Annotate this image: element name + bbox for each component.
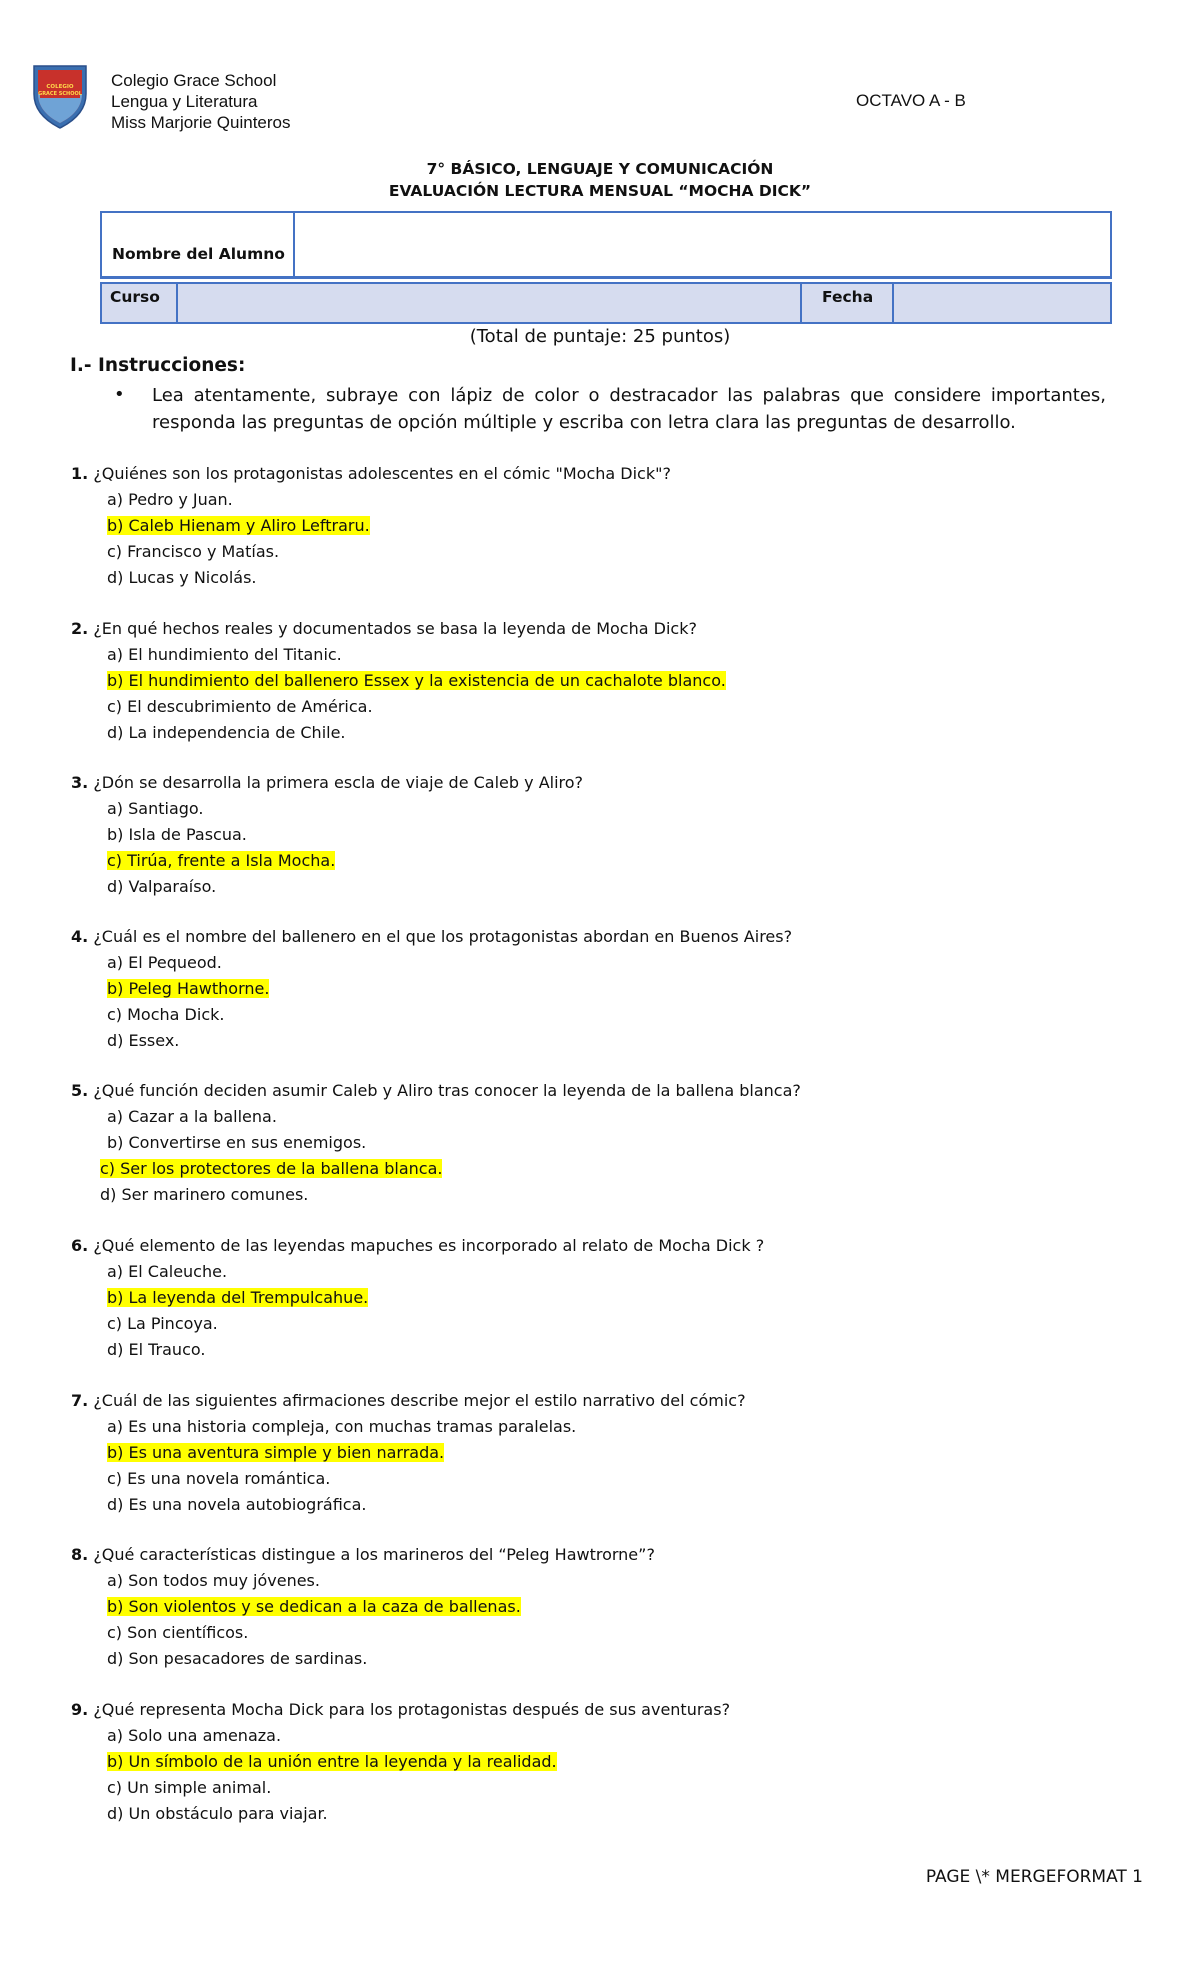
- question-block: [71, 770, 583, 900]
- title-line-1: 7° BÁSICO, LENGUAJE Y COMUNICACIÓN: [426, 160, 774, 178]
- answer-text: b) Convertirse en sus enemigos.: [107, 1133, 367, 1152]
- question-block: [71, 461, 671, 591]
- question-number: 6.: [71, 1236, 89, 1255]
- answer-text: d) Es una novela autobiográfica.: [107, 1495, 367, 1514]
- course-label: Curso: [102, 284, 178, 322]
- answer-option: [107, 950, 792, 976]
- total-score: (Total de puntaje: 25 puntos): [469, 326, 731, 347]
- answer-text: a) Cazar a la ballena.: [107, 1107, 277, 1126]
- answer-option: [107, 513, 671, 539]
- answer-option: [107, 1466, 746, 1492]
- highlighted-answer: b) Es una aventura simple y bien narrada.: [107, 1443, 445, 1462]
- answer-text: c) La Pincoya.: [107, 1314, 218, 1333]
- teacher-name: Miss Marjorie Quinteros: [111, 113, 291, 132]
- question-block: [71, 1697, 730, 1827]
- highlighted-answer: b) Un símbolo de la unión entre la leyenda y la realidad.: [107, 1752, 557, 1771]
- highlighted-answer: b) Peleg Hawthorne.: [107, 979, 270, 998]
- answer-text: a) El Caleuche.: [107, 1262, 228, 1281]
- answer-option: [107, 1285, 764, 1311]
- answer-option: [107, 1414, 746, 1440]
- answer-text: c) Mocha Dick.: [107, 1005, 225, 1024]
- answer-option: [107, 1028, 792, 1054]
- logo-text-2: GRACE SCHOOL: [38, 91, 82, 97]
- course-date-row: [100, 282, 1112, 324]
- answer-option: [107, 1492, 746, 1518]
- question-number: 2.: [71, 619, 89, 638]
- answer-option: [107, 1646, 655, 1672]
- answer-text: c) Un simple animal.: [107, 1778, 272, 1797]
- answer-option: [100, 1182, 801, 1208]
- answer-text: a) Santiago.: [107, 799, 204, 818]
- answer-option: [107, 668, 726, 694]
- question-prompt: ¿Cuál es el nombre del ballenero en el que los protagonistas abordan en Buenos Aires?: [93, 927, 793, 946]
- subject-name: Lengua y Literatura: [111, 92, 258, 111]
- date-label: Fecha: [802, 284, 894, 322]
- answer-option: [107, 1594, 655, 1620]
- bullet-icon: •: [114, 384, 125, 405]
- question-text: [71, 924, 792, 950]
- answer-option: [107, 642, 726, 668]
- question-block: [71, 1078, 801, 1208]
- answer-option: [107, 976, 792, 1002]
- answer-text: d) Ser marinero comunes.: [100, 1185, 309, 1204]
- answer-text: a) Pedro y Juan.: [107, 490, 233, 509]
- question-prompt: ¿Cuál de las siguientes afirmaciones describe mejor el estilo narrativo del cómic?: [93, 1391, 746, 1410]
- question-text: [71, 461, 671, 487]
- question-block: [71, 1233, 764, 1363]
- answer-text: d) Essex.: [107, 1031, 180, 1050]
- document-titles: [0, 158, 1200, 202]
- question-number: 8.: [71, 1545, 89, 1564]
- question-number: 1.: [71, 464, 89, 483]
- question-block: [71, 924, 792, 1054]
- highlighted-answer: b) El hundimiento del ballenero Essex y la existencia de un cachalote blanco.: [107, 671, 726, 690]
- highlighted-answer: b) Son violentos y se dedican a la caza de ballenas.: [107, 1597, 521, 1616]
- answer-option: [107, 1775, 730, 1801]
- course-field[interactable]: [178, 284, 802, 322]
- page-footer: PAGE \* MERGEFORMAT 1: [925, 1867, 1143, 1887]
- answer-option: [107, 487, 671, 513]
- answer-option: [107, 1801, 730, 1827]
- question-block: [71, 616, 726, 746]
- answer-text: b) Isla de Pascua.: [107, 825, 247, 844]
- answer-option: [107, 1749, 730, 1775]
- answer-text: c) El descubrimiento de América.: [107, 697, 373, 716]
- question-number: 3.: [71, 773, 89, 792]
- logo-text-1: COLEGIO: [46, 84, 74, 90]
- answer-option: [107, 822, 583, 848]
- answer-text: c) Son científicos.: [107, 1623, 249, 1642]
- highlighted-answer: c) Ser los protectores de la ballena blanca.: [100, 1159, 443, 1178]
- student-name-field[interactable]: [295, 213, 1110, 276]
- answer-text: d) La independencia de Chile.: [107, 723, 346, 742]
- question-prompt: ¿Dón se desarrolla la primera escla de viaje de Caleb y Aliro?: [93, 773, 584, 792]
- answer-option: [107, 1337, 764, 1363]
- answer-text: d) Valparaíso.: [107, 877, 217, 896]
- question-text: [71, 1078, 801, 1104]
- answer-text: d) El Trauco.: [107, 1340, 206, 1359]
- question-prompt: ¿Quiénes son los protagonistas adolescentes en el cómic "Mocha Dick"?: [93, 464, 671, 483]
- answer-option: [100, 1156, 801, 1182]
- question-block: [71, 1388, 746, 1518]
- question-number: 9.: [71, 1700, 89, 1719]
- highlighted-answer: c) Tirúa, frente a Isla Mocha.: [107, 851, 336, 870]
- answer-option: [107, 1259, 764, 1285]
- question-prompt: ¿Qué función deciden asumir Caleb y Aliro tras conocer la leyenda de la ballena blanca?: [93, 1081, 801, 1100]
- highlighted-answer: b) Caleb Hienam y Aliro Leftraru.: [107, 516, 370, 535]
- answer-text: c) Francisco y Matías.: [107, 542, 280, 561]
- answer-option: [107, 720, 726, 746]
- question-text: [71, 1388, 746, 1414]
- answer-option: [107, 565, 671, 591]
- answer-text: a) El Pequeod.: [107, 953, 222, 972]
- grade-label: OCTAVO A - B: [856, 91, 966, 110]
- answer-text: a) Es una historia compleja, con muchas tramas paralelas.: [107, 1417, 577, 1436]
- answer-option: [107, 1620, 655, 1646]
- answer-option: [107, 874, 583, 900]
- question-number: 7.: [71, 1391, 89, 1410]
- question-prompt: ¿En qué hechos reales y documentados se basa la leyenda de Mocha Dick?: [93, 619, 697, 638]
- answer-option: [107, 1130, 801, 1156]
- question-text: [71, 1542, 655, 1568]
- question-prompt: ¿Qué representa Mocha Dick para los protagonistas después de sus aventuras?: [93, 1700, 731, 1719]
- question-number: 5.: [71, 1081, 89, 1100]
- answer-option: [107, 1002, 792, 1028]
- answer-text: a) El hundimiento del Titanic.: [107, 645, 342, 664]
- answer-option: [107, 1440, 746, 1466]
- answer-option: [107, 1104, 801, 1130]
- answer-option: [107, 539, 671, 565]
- student-name-label: Nombre del Alumno: [102, 213, 295, 276]
- answer-option: [107, 694, 726, 720]
- question-prompt: ¿Qué elemento de las leyendas mapuches es incorporado al relato de Mocha Dick ?: [93, 1236, 765, 1255]
- question-text: [71, 1233, 764, 1259]
- question-text: [71, 616, 726, 642]
- school-name: Colegio Grace School: [111, 71, 277, 90]
- instructions-title: I.- Instrucciones:: [70, 355, 246, 376]
- question-number: 4.: [71, 927, 89, 946]
- title-line-2: EVALUACIÓN LECTURA MENSUAL “MOCHA DICK”: [388, 182, 812, 200]
- question-text: [71, 770, 583, 796]
- answer-option: [107, 1568, 655, 1594]
- highlighted-answer: b) La leyenda del Trempulcahue.: [107, 1288, 369, 1307]
- school-info: [111, 70, 291, 133]
- question-text: [71, 1697, 730, 1723]
- answer-text: a) Solo una amenaza.: [107, 1726, 282, 1745]
- answer-text: a) Son todos muy jóvenes.: [107, 1571, 320, 1590]
- answer-option: [107, 1723, 730, 1749]
- question-prompt: ¿Qué características distingue a los marineros del “Peleg Hawtrorne”?: [93, 1545, 655, 1564]
- school-logo: [30, 64, 90, 130]
- answer-option: [107, 848, 583, 874]
- answer-text: c) Es una novela romántica.: [107, 1469, 331, 1488]
- answer-text: d) Un obstáculo para viajar.: [107, 1804, 328, 1823]
- date-field[interactable]: [894, 284, 1110, 322]
- student-name-row: [100, 211, 1112, 279]
- answer-text: d) Lucas y Nicolás.: [107, 568, 257, 587]
- instructions-text: Lea atentamente, subraye con lápiz de color o destracador las palabras que considere importantes, responda las preguntas de opción múltiple y escriba con letra clara las preguntas de desarrollo.: [152, 385, 1106, 433]
- question-block: [71, 1542, 655, 1672]
- answer-option: [107, 796, 583, 822]
- answer-option: [107, 1311, 764, 1337]
- answer-text: d) Son pesacadores de sardinas.: [107, 1649, 368, 1668]
